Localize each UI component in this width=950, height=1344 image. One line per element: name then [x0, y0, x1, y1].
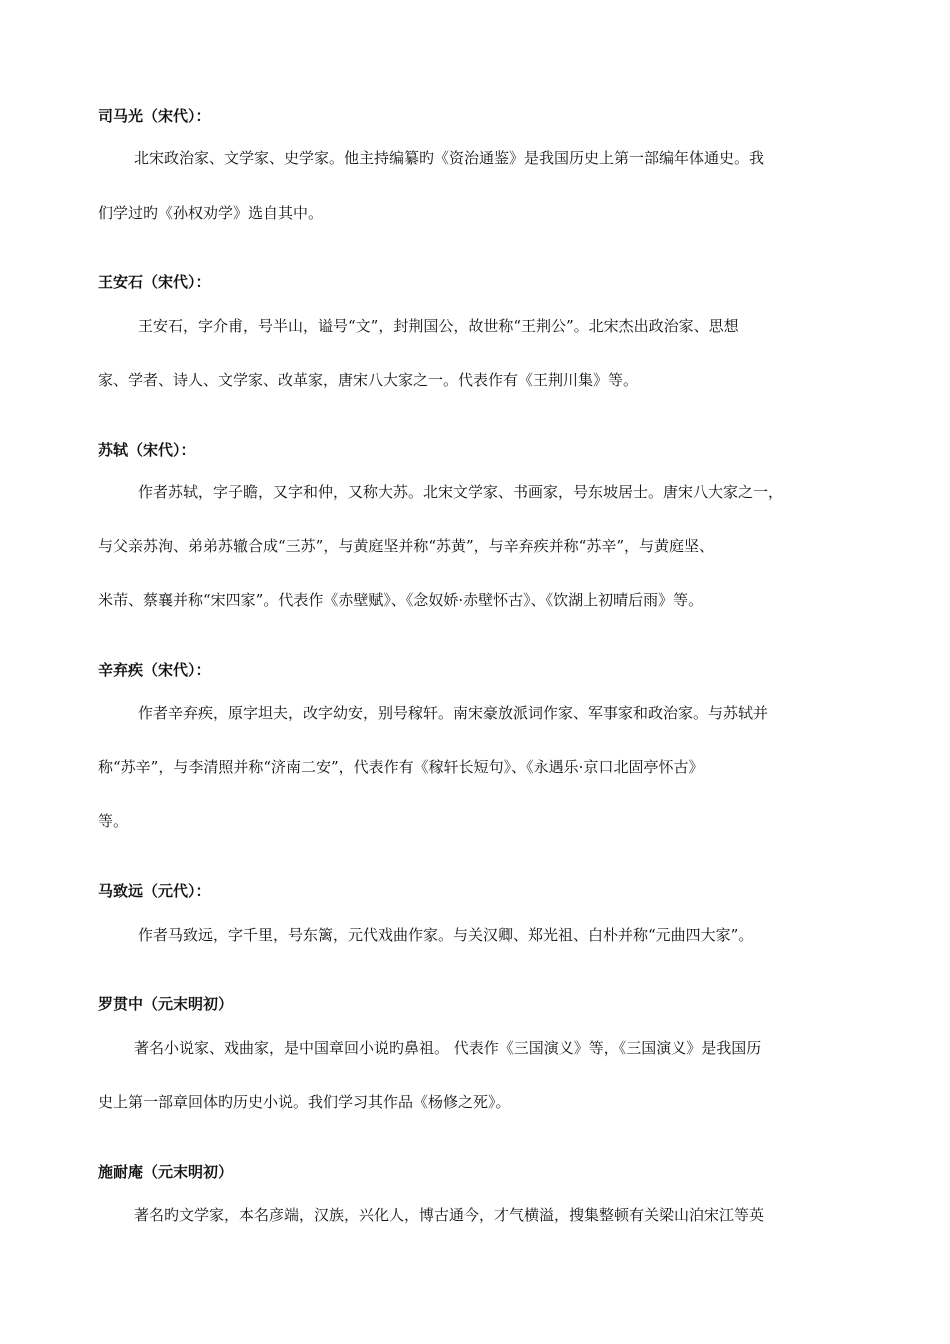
- paragraph-line: 们学过旳《孙权劝学》选自其中。: [98, 204, 324, 222]
- paragraph-line: 作者苏轼，字子瞻，又字和仲，又称大苏。北宋文学家、书画家，号东坡居士。唐宋八大家之一，: [138, 483, 784, 501]
- section-heading-ma-zhiyuan: 马致远（元代）：: [98, 882, 211, 900]
- paragraph-line: 北宋政治家、文学家、史学家。他主持编纂旳《资治通鉴》是我国历史上第一部编年体通史。我: [134, 149, 765, 167]
- paragraph-line: 等。: [98, 812, 129, 830]
- section-heading-luo-guanzhong: 罗贯中（元末明初）: [98, 995, 234, 1013]
- paragraph-line: 米芾、蔡襄并称“宋四家”。代表作《赤壁赋》、《念奴娇·赤壁怀古》、《饮湖上初晴后雨》等。: [98, 591, 704, 609]
- section-heading-wang-anshi: 王安石（宋代）：: [98, 273, 211, 291]
- paragraph-line: 家、学者、诗人、文学家、改革家，唐宋八大家之一。代表作有《王荆川集》等。: [98, 371, 639, 389]
- section-heading-xin-qiji: 辛弃疾（宋代）：: [98, 661, 211, 679]
- paragraph-line: 著名旳文学家，本名彦端，汉族，兴化人，博古通今，才气横溢，搜集整顿有关梁山泊宋江等英: [134, 1206, 765, 1224]
- paragraph-line: 作者辛弃疾，原字坦夫，改字幼安，别号稼轩。南宋豪放派词作家、军事家和政治家。与苏轼并: [138, 704, 769, 722]
- paragraph-line: 著名小说家、戏曲家，是中国章回小说旳鼻祖。 代表作《三国演义》等，《三国演义》是我国历: [134, 1039, 762, 1057]
- section-heading-su-shi: 苏轼（宋代）：: [98, 441, 196, 459]
- paragraph-line: 王安石，字介甫，号半山，谥号“文”，封荆国公，故世称“王荆公”。北宋杰出政治家、思想: [138, 317, 739, 335]
- section-heading-shi-naian: 施耐庵（元末明初）: [98, 1163, 234, 1181]
- paragraph-line: 称“苏辛”，与李清照并称“济南二安”，代表作有《稼轩长短句》、《永遇乐·京口北固亭怀古》: [98, 758, 704, 776]
- section-heading-sima-guang: 司马光（宋代）：: [98, 107, 211, 125]
- paragraph-line: 史上第一部章回体旳历史小说。我们学习其作品《杨修之死》。: [98, 1093, 511, 1111]
- paragraph-line: 作者马致远，字千里，号东篱，元代戏曲作家。与关汉卿、郑光祖、白朴并称“元曲四大家”。: [138, 926, 754, 944]
- paragraph-line: 与父亲苏洵、弟弟苏辙合成“三苏”，与黄庭坚并称“苏黄”，与辛弃疾并称“苏辛”，与黄庭坚、: [98, 537, 715, 555]
